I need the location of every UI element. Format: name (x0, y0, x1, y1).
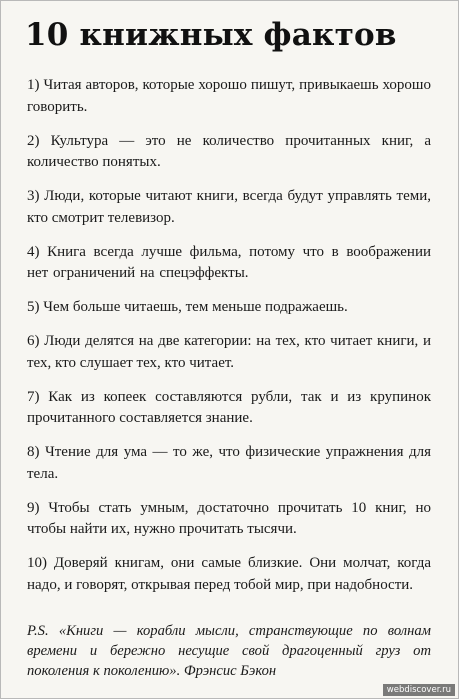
fact-item-4: 4) Книга всегда лучше фильма, потому что в воображении нет ограничений на спецэффекты. (27, 243, 431, 281)
fact-item-9: 9) Чтобы стать умным, достаточно прочитать 10 книг, но чтобы найти их, нужно прочитать тысячи. (27, 499, 431, 537)
fact-item-6: 6) Люди делятся на две категории: на тех, кто читает книги, и тех, кто слушает тех, кто читает. (27, 333, 431, 371)
fact-item-8: 8) Чтение для ума — то же, что физические упражнения для тела. (27, 444, 431, 482)
fact-item-10: 10) Доверяй книгам, они самые близкие. Они молчат, когда надо, и говорят, открывая перед тобой мир, при надобности. (27, 555, 431, 593)
fact-item-7: 7) Как из копеек составляются рубли, так и из крупинок прочитанного составляется знание. (27, 388, 431, 426)
fact-item-2: 2) Культура — это не количество прочитанных книг, а количество понятых. (27, 132, 431, 170)
facts-list (27, 75, 431, 609)
fact-item-5: 5) Чем больше читаешь, тем меньше подражаешь. (27, 299, 348, 315)
page-title: 10 книжных фактов (25, 17, 397, 53)
postscript-quote: P.S. «Книги — корабли мысли, странствующие по волнам времени и бережно несущие свой драгоценный груз от поколения к поколению». Фрэнсис Бэкон (27, 623, 431, 679)
fact-item-3: 3) Люди, которые читают книги, всегда будут управлять теми, кто смотрит телевизор. (27, 188, 431, 226)
fact-item-1: 1) Читая авторов, которые хорошо пишут, привыкаешь хорошо говорить. (27, 77, 431, 115)
watermark-label: webdiscover.ru (383, 684, 455, 696)
